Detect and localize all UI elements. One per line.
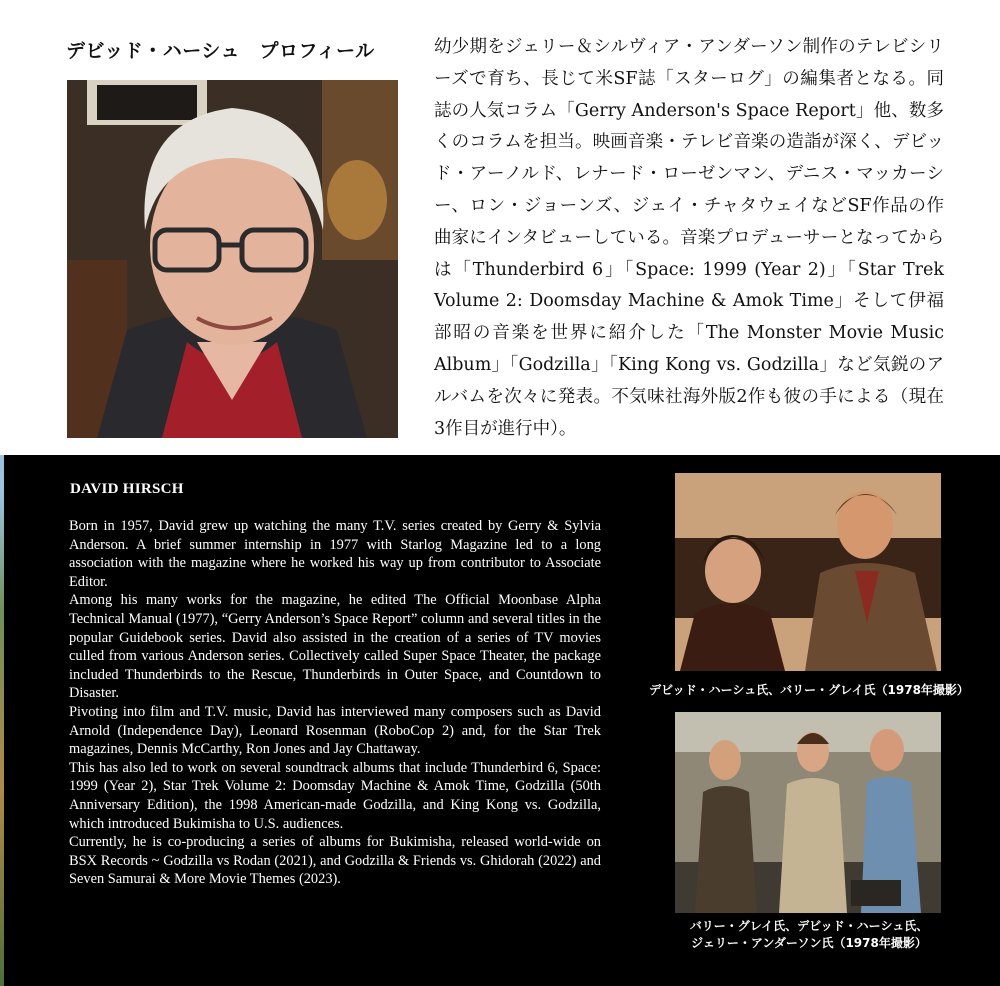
portrait-photo bbox=[67, 80, 398, 438]
photo-1-caption: デビッド・ハーシュ氏、バリー・グレイ氏（1978年撮影） bbox=[649, 683, 969, 697]
photo-1-illustration bbox=[675, 473, 941, 671]
en-profile-bio bbox=[69, 517, 601, 889]
en-bio-paragraph: Currently, he is co-producing a series of albums for Bukimisha, released world-wide on BSX Records ~ Godzilla vs Rodan (2021), and Godzilla & Friends vs. Ghidorah (2022) and Seven Samurai & More Movie Themes (2023). bbox=[69, 834, 601, 888]
english-profile-section bbox=[4, 455, 1000, 986]
photo-2-illustration bbox=[675, 712, 941, 913]
portrait-illustration bbox=[67, 80, 398, 438]
photo-2-caption bbox=[632, 918, 986, 952]
japanese-profile-section bbox=[0, 0, 1000, 455]
jp-profile-bio: 幼少期をジェリー＆シルヴィア・アンダーソン制作のテレビシリーズで育ち、長じて米SF誌「スターログ」の編集者となる。同誌の人気コラム「Gerry Anderson's Space Report」他、数多くのコラムを担当。映画音楽・テレビ音楽の造詣が深く、デビッド・アーノルド、レナード・ローゼンマン、デニス・マッカーシー、ロン・ジョーンズ、ジェイ・チャタウェイなどSF作品の作曲家にインタビューしている。音楽プロデューサーとなってからは「Thunderbird 6」「Space: 1999 (Year 2)」「Star Trek Volume 2: Doomsday Machine & Amok Time」そして伊福部昭の音楽を世界に紹介した「The Monster Movie Music Album」「Godzilla」「King Kong vs. Godzilla」など気鋭のアルバムを次々に発表。不気味社海外版2作も彼の手による（現在3作目が進行中）。 bbox=[434, 37, 944, 439]
photo-gray-hirsch-anderson bbox=[675, 712, 941, 913]
en-bio-paragraph: This has also led to work on several soundtrack albums that include Thunderbird 6, Space: 1999 (Year 2), Star Trek Volume 2: Doomsday Machine & Amok Time, Godzilla (50th Anniversary Edition), the 1998 American-made Godzilla, and King Kong vs. Godzilla, which introduced Bukimisha to U.S. audiences. bbox=[69, 759, 601, 832]
photo-2-caption-line-2: ジェリー・アンダーソン氏（1978年撮影） bbox=[691, 936, 927, 950]
jp-profile-title: デビッド・ハーシュ プロフィール bbox=[66, 40, 375, 62]
photo-hirsch-and-gray bbox=[675, 473, 941, 671]
photo-2-caption-line-1: バリー・グレイ氏、デビッド・ハーシュ氏、 bbox=[689, 919, 929, 933]
en-profile-heading: DAVID HIRSCH bbox=[70, 481, 184, 497]
en-bio-paragraph: Among his many works for the magazine, he edited The Official Moonbase Alpha Technical Manual (1977), “Gerry Anderson’s Space Report” column and several titles in the popular Guidebook series. David also assisted in the creation of a series of TV movies culled from various Anderson series. Collectively called Super Space Theater, the package included Thunderbirds to the Rescue, Thunderbirds in Outer Space, and Countdown to Disaster. bbox=[69, 592, 601, 702]
en-bio-paragraph: Pivoting into film and T.V. music, David has interviewed many composers such as David Arnold (Independence Day), Leonard Rosenman (RoboCop 2) and, for the Star Trek magazines, Dennis McCarthy, Ron Jones and Jay Chattaway. bbox=[69, 703, 601, 758]
en-bio-paragraph: Born in 1957, David grew up watching the many T.V. series created by Gerry & Sylvia Anderson. A brief summer internship in 1977 with Starlog Magazine led to a long association with the magazine where he worked his way up from contributor to Associate Editor. bbox=[69, 518, 601, 590]
